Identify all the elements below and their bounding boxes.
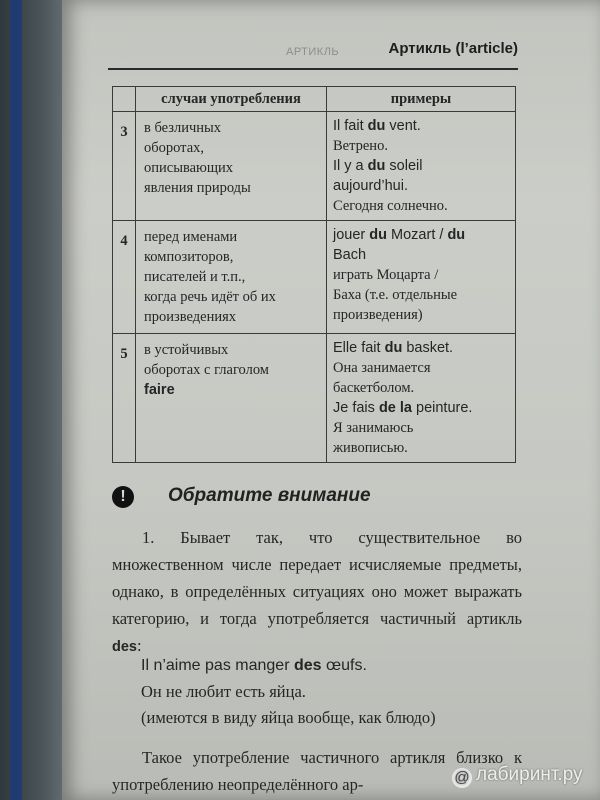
page-header (108, 28, 518, 70)
usage-case-cell (136, 221, 327, 334)
example-text: Ветрено. (333, 138, 388, 154)
para1-colon: : (137, 636, 142, 655)
para1-article: des (112, 639, 137, 655)
example-cell (327, 334, 516, 463)
example-line (333, 245, 509, 265)
example-text: Il y a (333, 158, 368, 174)
example-cell (327, 112, 516, 221)
running-title: Артикль (l’article) (388, 40, 518, 57)
usage-case-cell (136, 334, 327, 463)
article-highlight: du (369, 227, 387, 243)
usage-case-line: оборотах, (144, 140, 205, 156)
header-rule (108, 68, 518, 70)
example-line (333, 196, 509, 216)
para1-text: 1. Бывает так, что существительное во множественном числе передает исчисляемые предметы, однако, в определённых ситуациях оно может выражать категорию, и тогда употребляется частичный артикль (112, 528, 522, 628)
example-text: aujourd’hui. (333, 178, 408, 194)
usage-case-line: явления природы (144, 180, 251, 196)
table-header-cases: случаи употребления (136, 87, 327, 112)
example-text: Mozart / (387, 227, 448, 243)
note-paragraph-1 (112, 524, 522, 661)
article-highlight: du (367, 118, 386, 134)
usage-case-line: композиторов, (144, 249, 234, 265)
example-fr-before: Il n’aime pas manger (141, 657, 294, 674)
example-cell (327, 221, 516, 334)
example-text: живописью. (333, 440, 408, 456)
article-highlight: du (447, 227, 466, 243)
article-highlight: de la (378, 400, 412, 416)
example-line (333, 176, 509, 196)
usage-case-line: когда речь идёт об их (144, 289, 276, 305)
usage-case-line: произведениях (144, 309, 237, 325)
usage-case-line: описывающих (144, 160, 234, 176)
article-highlight: du (384, 340, 403, 356)
usage-case-line: перед именами (144, 229, 238, 245)
left-page-edge (0, 0, 70, 800)
example-line (333, 338, 509, 358)
usage-case-line: в безличных (144, 120, 222, 136)
example-comment: (имеются в виду яйца вообще, как блюдо) (141, 708, 436, 727)
exclamation-icon: ! (112, 486, 134, 508)
article-highlight: du (367, 158, 386, 174)
example-text: basket. (402, 340, 454, 356)
example-line (333, 225, 509, 245)
example-fr-after: œufs. (321, 657, 367, 674)
example-line (333, 418, 509, 438)
note-example (141, 652, 561, 731)
example-text: vent. (385, 118, 421, 134)
row-number: 5 (113, 334, 136, 463)
watermark-text: лабиринт.ру (476, 764, 583, 785)
example-text: jouer (333, 227, 370, 243)
example-line (333, 136, 509, 156)
example-text: peinture. (411, 400, 473, 416)
note-paragraph-2: Такое употребление частичного артикля близко к употреблению неопределённого ар- (112, 748, 522, 794)
example-text: Я занимаюсь (333, 420, 414, 436)
example-line (333, 398, 509, 418)
example-line (333, 358, 509, 378)
usage-case-line: в устойчивых (144, 342, 229, 358)
example-text: Elle fait (333, 340, 385, 356)
table-row (113, 221, 516, 334)
usage-case-line: оборотах с глаголом (144, 362, 269, 378)
example-line (333, 265, 509, 285)
example-line (333, 378, 509, 398)
example-line (333, 285, 509, 305)
book-edge-stripe (10, 0, 22, 800)
example-text: Il fait (333, 118, 368, 134)
example-text: Сегодня солнечно. (333, 198, 448, 214)
example-text: Она занимается (333, 360, 431, 376)
row-number: 4 (113, 221, 136, 334)
example-line (333, 156, 509, 176)
usage-case-line: faire (144, 382, 175, 398)
table-header-examples: примеры (327, 87, 516, 112)
example-text: soleil (385, 158, 423, 174)
header-ghost-text: АРТИКЛЬ (286, 46, 340, 58)
watermark (452, 764, 583, 788)
example-text: баскетболом. (333, 380, 415, 396)
usage-case-cell (136, 112, 327, 221)
example-french (141, 652, 561, 679)
example-text: играть Моцарта / (333, 267, 439, 283)
note-body (112, 524, 522, 661)
example-text: Bach (333, 247, 367, 263)
usage-case-line: писателей и т.п., (144, 269, 246, 285)
row-number: 3 (113, 112, 136, 221)
example-russian: Он не любит есть яйца. (141, 682, 306, 701)
example-fr-bold: des (293, 657, 322, 674)
table-row (113, 112, 516, 221)
example-text: Баха (т.е. отдельные (333, 287, 458, 303)
usage-table (112, 86, 516, 463)
example-text: Je fais (333, 400, 379, 416)
example-line (333, 116, 509, 136)
table-row (113, 334, 516, 463)
table-header-num (113, 87, 136, 112)
example-text: произведения) (333, 307, 423, 323)
table-body (113, 112, 516, 463)
example-line (333, 305, 509, 325)
example-line (333, 438, 509, 458)
watermark-logo-icon: @ (452, 768, 472, 788)
note-title: Обратите внимание (168, 485, 371, 506)
table-header-row (113, 87, 516, 112)
